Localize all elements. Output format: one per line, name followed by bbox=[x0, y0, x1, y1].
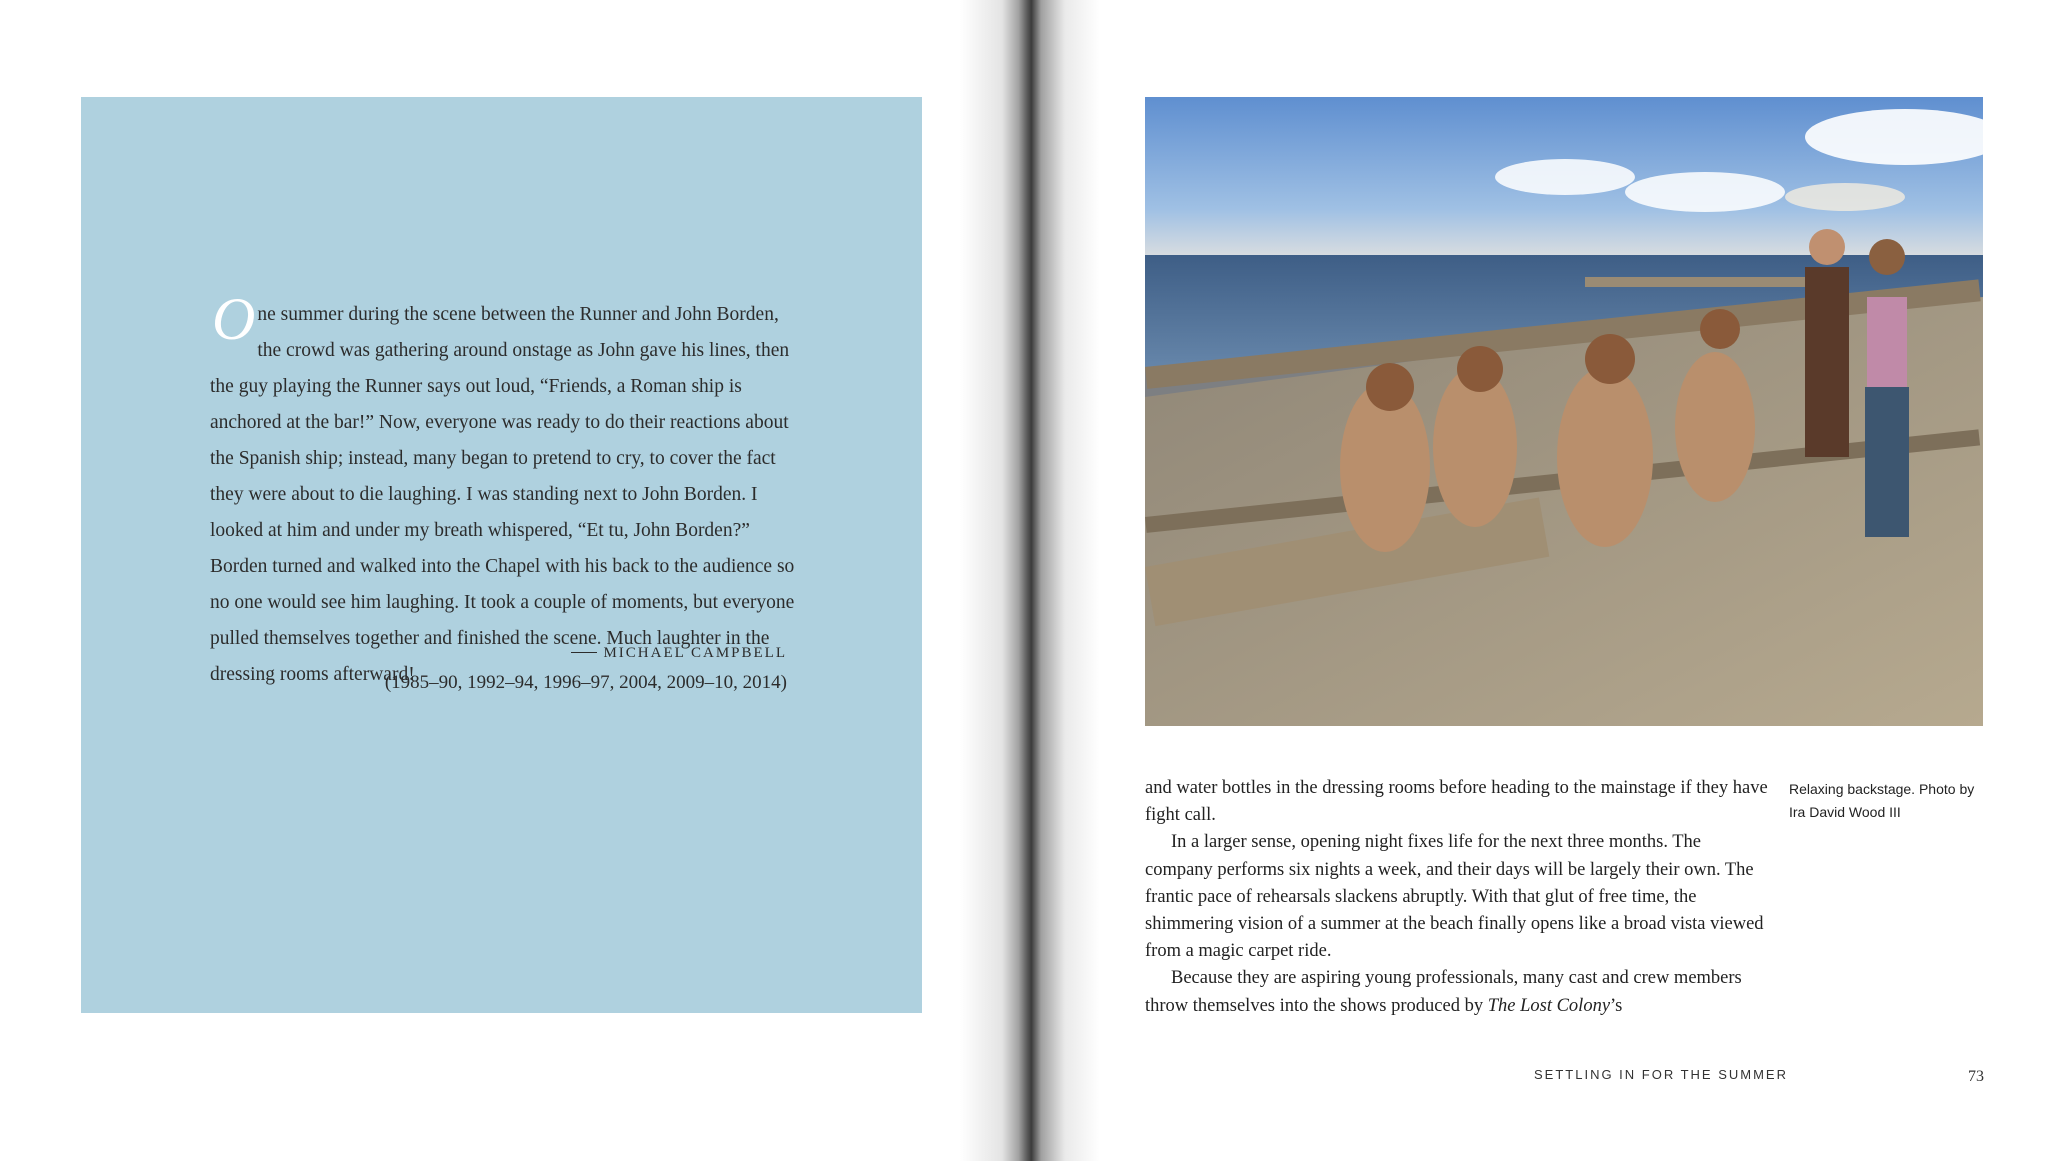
paragraph-3-start: Because they are aspiring young professionals, many cast and crew members throw themselves into the shows produced by bbox=[1145, 968, 1742, 1016]
body-text bbox=[1145, 775, 1770, 1020]
running-head: SETTLING IN FOR THE SUMMER bbox=[1534, 1067, 1788, 1082]
quote-text bbox=[210, 286, 800, 693]
drop-cap: O bbox=[212, 286, 256, 352]
attribution bbox=[385, 637, 787, 698]
show-title: The Lost Colony bbox=[1487, 995, 1611, 1016]
paragraph-1: and water bottles in the dressing rooms before heading to the mainstage if they have fight call. bbox=[1145, 778, 1768, 826]
paragraph-3-end: ’s bbox=[1610, 995, 1623, 1016]
quote-box bbox=[81, 97, 922, 1013]
photo-caption: Relaxing backstage. Photo by Ira David Wood III bbox=[1789, 781, 1975, 820]
quote-author: MICHAEL CAMPBELL bbox=[603, 645, 787, 661]
backstage-photo bbox=[1145, 97, 1983, 726]
quote-body: ne summer during the scene between the Runner and John Borden, the crowd was gathering around onstage as John gave his lines, then the guy playing the Runner says out loud, “Friends, a Roman ship is anchored at the bar!” Now, everyone was ready to do their reactions about the Spanish ship; instead, many began to pretend to cry, to cover the fact they were about to die laughing. I was standing next to John Borden. I looked at him and under my breath whispered, “Et tu, John Borden?” Borden turned and walked into the Chapel with his back to the audience so no one would see him laughing. It took a couple of moments, but everyone pulled themselves together and finished the scene. Much laughter in the dressing rooms afterward! bbox=[210, 304, 795, 685]
quote-years: (1985–90, 1992–94, 1996–97, 2004, 2009–10, 2014) bbox=[384, 672, 787, 693]
paragraph-3 bbox=[1145, 965, 1770, 1019]
em-dash bbox=[571, 652, 597, 653]
paragraph-2: In a larger sense, opening night fixes life for the next three months. The company performs six nights a week, and their days will be largely their own. The frantic pace of rehearsals slackens abruptly. With that glut of free time, the shimmering vision of a summer at the beach finally opens like a broad vista viewed from a magic carpet ride. bbox=[1145, 832, 1764, 962]
book-gutter bbox=[960, 0, 1100, 1161]
page-number: 73 bbox=[1968, 1068, 1984, 1085]
